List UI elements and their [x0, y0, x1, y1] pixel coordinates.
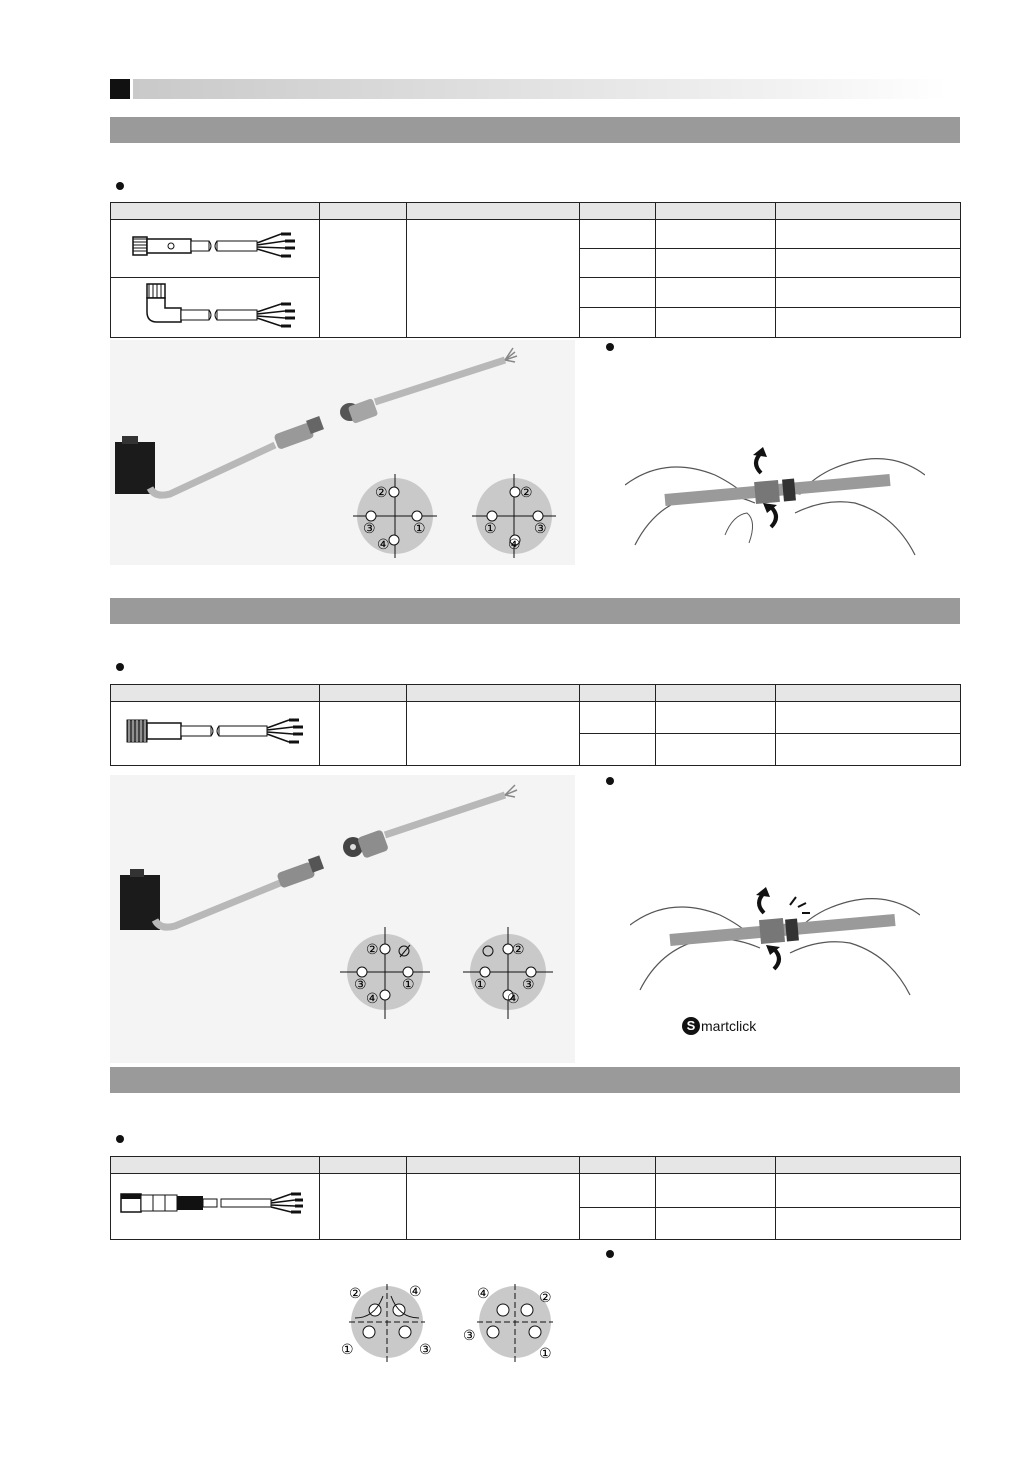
table-header-row	[111, 1157, 961, 1174]
threaded-connector-cable-icon	[111, 702, 320, 760]
pin-label: ③	[534, 520, 547, 536]
section-3-bullet	[116, 1135, 124, 1143]
table-row	[111, 1174, 961, 1208]
cable-image-cell	[111, 220, 320, 278]
smartclick-logo-mark: S	[682, 1017, 700, 1035]
pin-label: ④	[377, 536, 390, 552]
section-3-pinout-diagrams	[335, 1280, 575, 1365]
table-row	[111, 220, 961, 249]
table-header-row	[111, 685, 961, 702]
pin-label: ①	[413, 520, 426, 536]
pinout-diagram-right	[463, 1284, 553, 1362]
section-2-connection-bullet	[606, 777, 614, 785]
section-3-table	[110, 1156, 961, 1240]
pin-label: ④	[366, 990, 379, 1006]
header-gradient-bar	[133, 79, 948, 99]
pin-label: ③	[463, 1327, 476, 1343]
table-header-row	[111, 203, 961, 220]
pin-label: ①	[474, 976, 487, 992]
pin-label: ②	[375, 484, 388, 500]
pin-label: ④	[477, 1285, 490, 1301]
pin-label: ④	[508, 536, 521, 552]
right-angle-connector-cable-icon	[111, 278, 320, 332]
pin-label: ②	[520, 484, 533, 500]
pin-label: ①	[402, 976, 415, 992]
section-2-hands-illustration	[630, 865, 920, 1005]
pin-label: ③	[363, 520, 376, 536]
pinout-diagram-left	[353, 474, 437, 558]
section-3-bar	[110, 1067, 960, 1093]
header-square	[110, 79, 130, 99]
pin-label: ②	[539, 1289, 552, 1305]
pin-label: ②	[366, 941, 379, 957]
smartclick-logo-text: martclick	[701, 1018, 757, 1034]
pinout-diagram-right	[472, 474, 556, 558]
pin-label: ①	[341, 1341, 354, 1357]
section-2-table	[110, 684, 961, 766]
pin-label: ③	[522, 976, 535, 992]
section-1-table	[110, 202, 961, 338]
section-2-product-photo	[110, 775, 575, 1063]
pin-label: ②	[512, 941, 525, 957]
pin-label: ①	[539, 1345, 552, 1361]
straight-connector-cable-icon	[111, 220, 320, 272]
pin-label: ③	[354, 976, 367, 992]
section-1-product-photo	[110, 340, 575, 565]
table-row	[111, 702, 961, 734]
pin-label: ②	[349, 1285, 362, 1301]
pin-label: ④	[507, 990, 520, 1006]
section-1-connection-bullet	[606, 343, 614, 351]
section-3-connection-bullet	[606, 1250, 614, 1258]
miniature-connector-cable-icon	[111, 1174, 320, 1234]
cable-image-cell	[111, 1174, 320, 1240]
section-1-bar	[110, 117, 960, 143]
pin-label: ④	[409, 1283, 422, 1299]
pinout-diagram-right	[463, 927, 553, 1019]
pin-label: ③	[419, 1341, 432, 1357]
smartclick-logo	[682, 1015, 756, 1037]
section-2-bullet	[116, 663, 124, 671]
section-1-bullet	[116, 182, 124, 190]
section-1-hands-illustration	[625, 415, 925, 565]
cable-image-cell	[111, 278, 320, 338]
section-2-bar	[110, 598, 960, 624]
cable-image-cell	[111, 702, 320, 766]
pin-label: ①	[484, 520, 497, 536]
pinout-diagram-left	[341, 1283, 432, 1362]
pinout-diagram-left	[340, 927, 430, 1019]
